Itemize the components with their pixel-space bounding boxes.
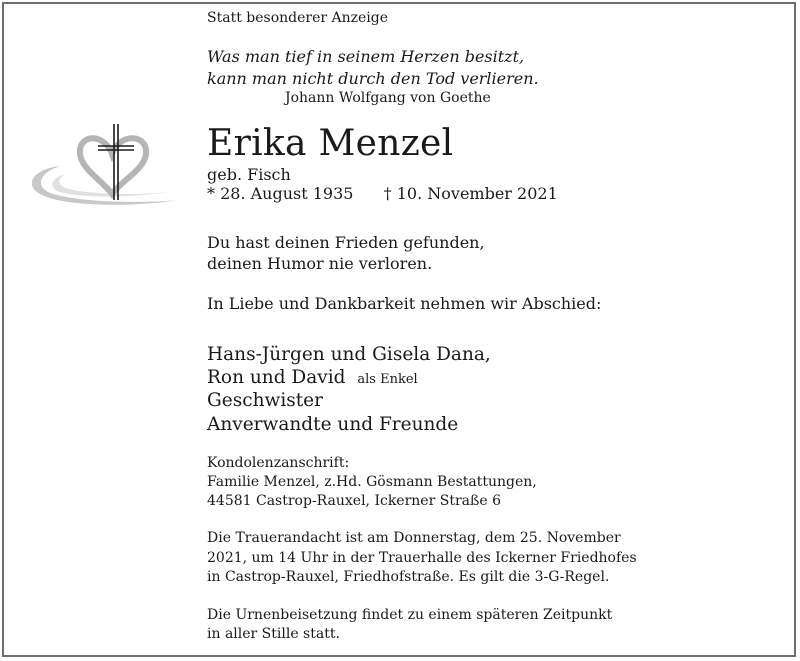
- burial-line-2: in aller Stille statt.: [207, 626, 340, 642]
- deceased-name: Erika Menzel: [207, 123, 454, 164]
- service-line-2: 2021, um 14 Uhr in der Trauerhalle des Ickerner Friedhofes: [207, 550, 637, 566]
- quote-author: Johann Wolfgang von Goethe: [285, 90, 491, 106]
- service-line-1: Die Trauerandacht ist am Donnerstag, dem 25. November: [207, 530, 621, 546]
- verse-line-2: deinen Humor nie verloren.: [207, 254, 433, 273]
- header-note: Statt besonderer Anzeige: [207, 10, 389, 26]
- condolence-line-2: 44581 Castrop-Rauxel, Ickerner Straße 6: [207, 493, 501, 509]
- life-dates: [207, 182, 558, 205]
- verse-line-1: Du hast deinen Frieden gefunden,: [207, 233, 485, 252]
- mourner-grandchildren: Ron und David: [207, 367, 346, 388]
- quote-line-1: Was man tief in seinem Herzen besitzt,: [207, 47, 525, 66]
- service-line-3: in Castrop-Rauxel, Friedhofstraße. Es gilt die 3-G-Regel.: [207, 569, 610, 585]
- condolence-line-1: Familie Menzel, z.Hd. Gösmann Bestattungen,: [207, 474, 537, 490]
- birth-name: geb. Fisch: [207, 165, 291, 184]
- memorial-emblem: [20, 118, 190, 218]
- farewell-text: In Liebe und Dankbarkeit nehmen wir Abschied:: [207, 294, 602, 313]
- grandchildren-note: als Enkel: [357, 372, 418, 387]
- burial-line-1: Die Urnenbeisetzung findet zu einem späteren Zeitpunkt: [207, 607, 613, 623]
- mourner-line-1: Hans-Jürgen und Gisela Dana,: [207, 344, 491, 365]
- birth-date: * 28. August 1935: [207, 184, 354, 203]
- quote-line-2: kann man nicht durch den Tod verlieren.: [207, 69, 539, 88]
- death-date: † 10. November 2021: [383, 184, 558, 203]
- condolence-heading: Kondolenzanschrift:: [207, 455, 350, 471]
- mourner-line-4: Anverwandte und Freunde: [207, 414, 459, 435]
- mourner-line-3: Geschwister: [207, 390, 323, 411]
